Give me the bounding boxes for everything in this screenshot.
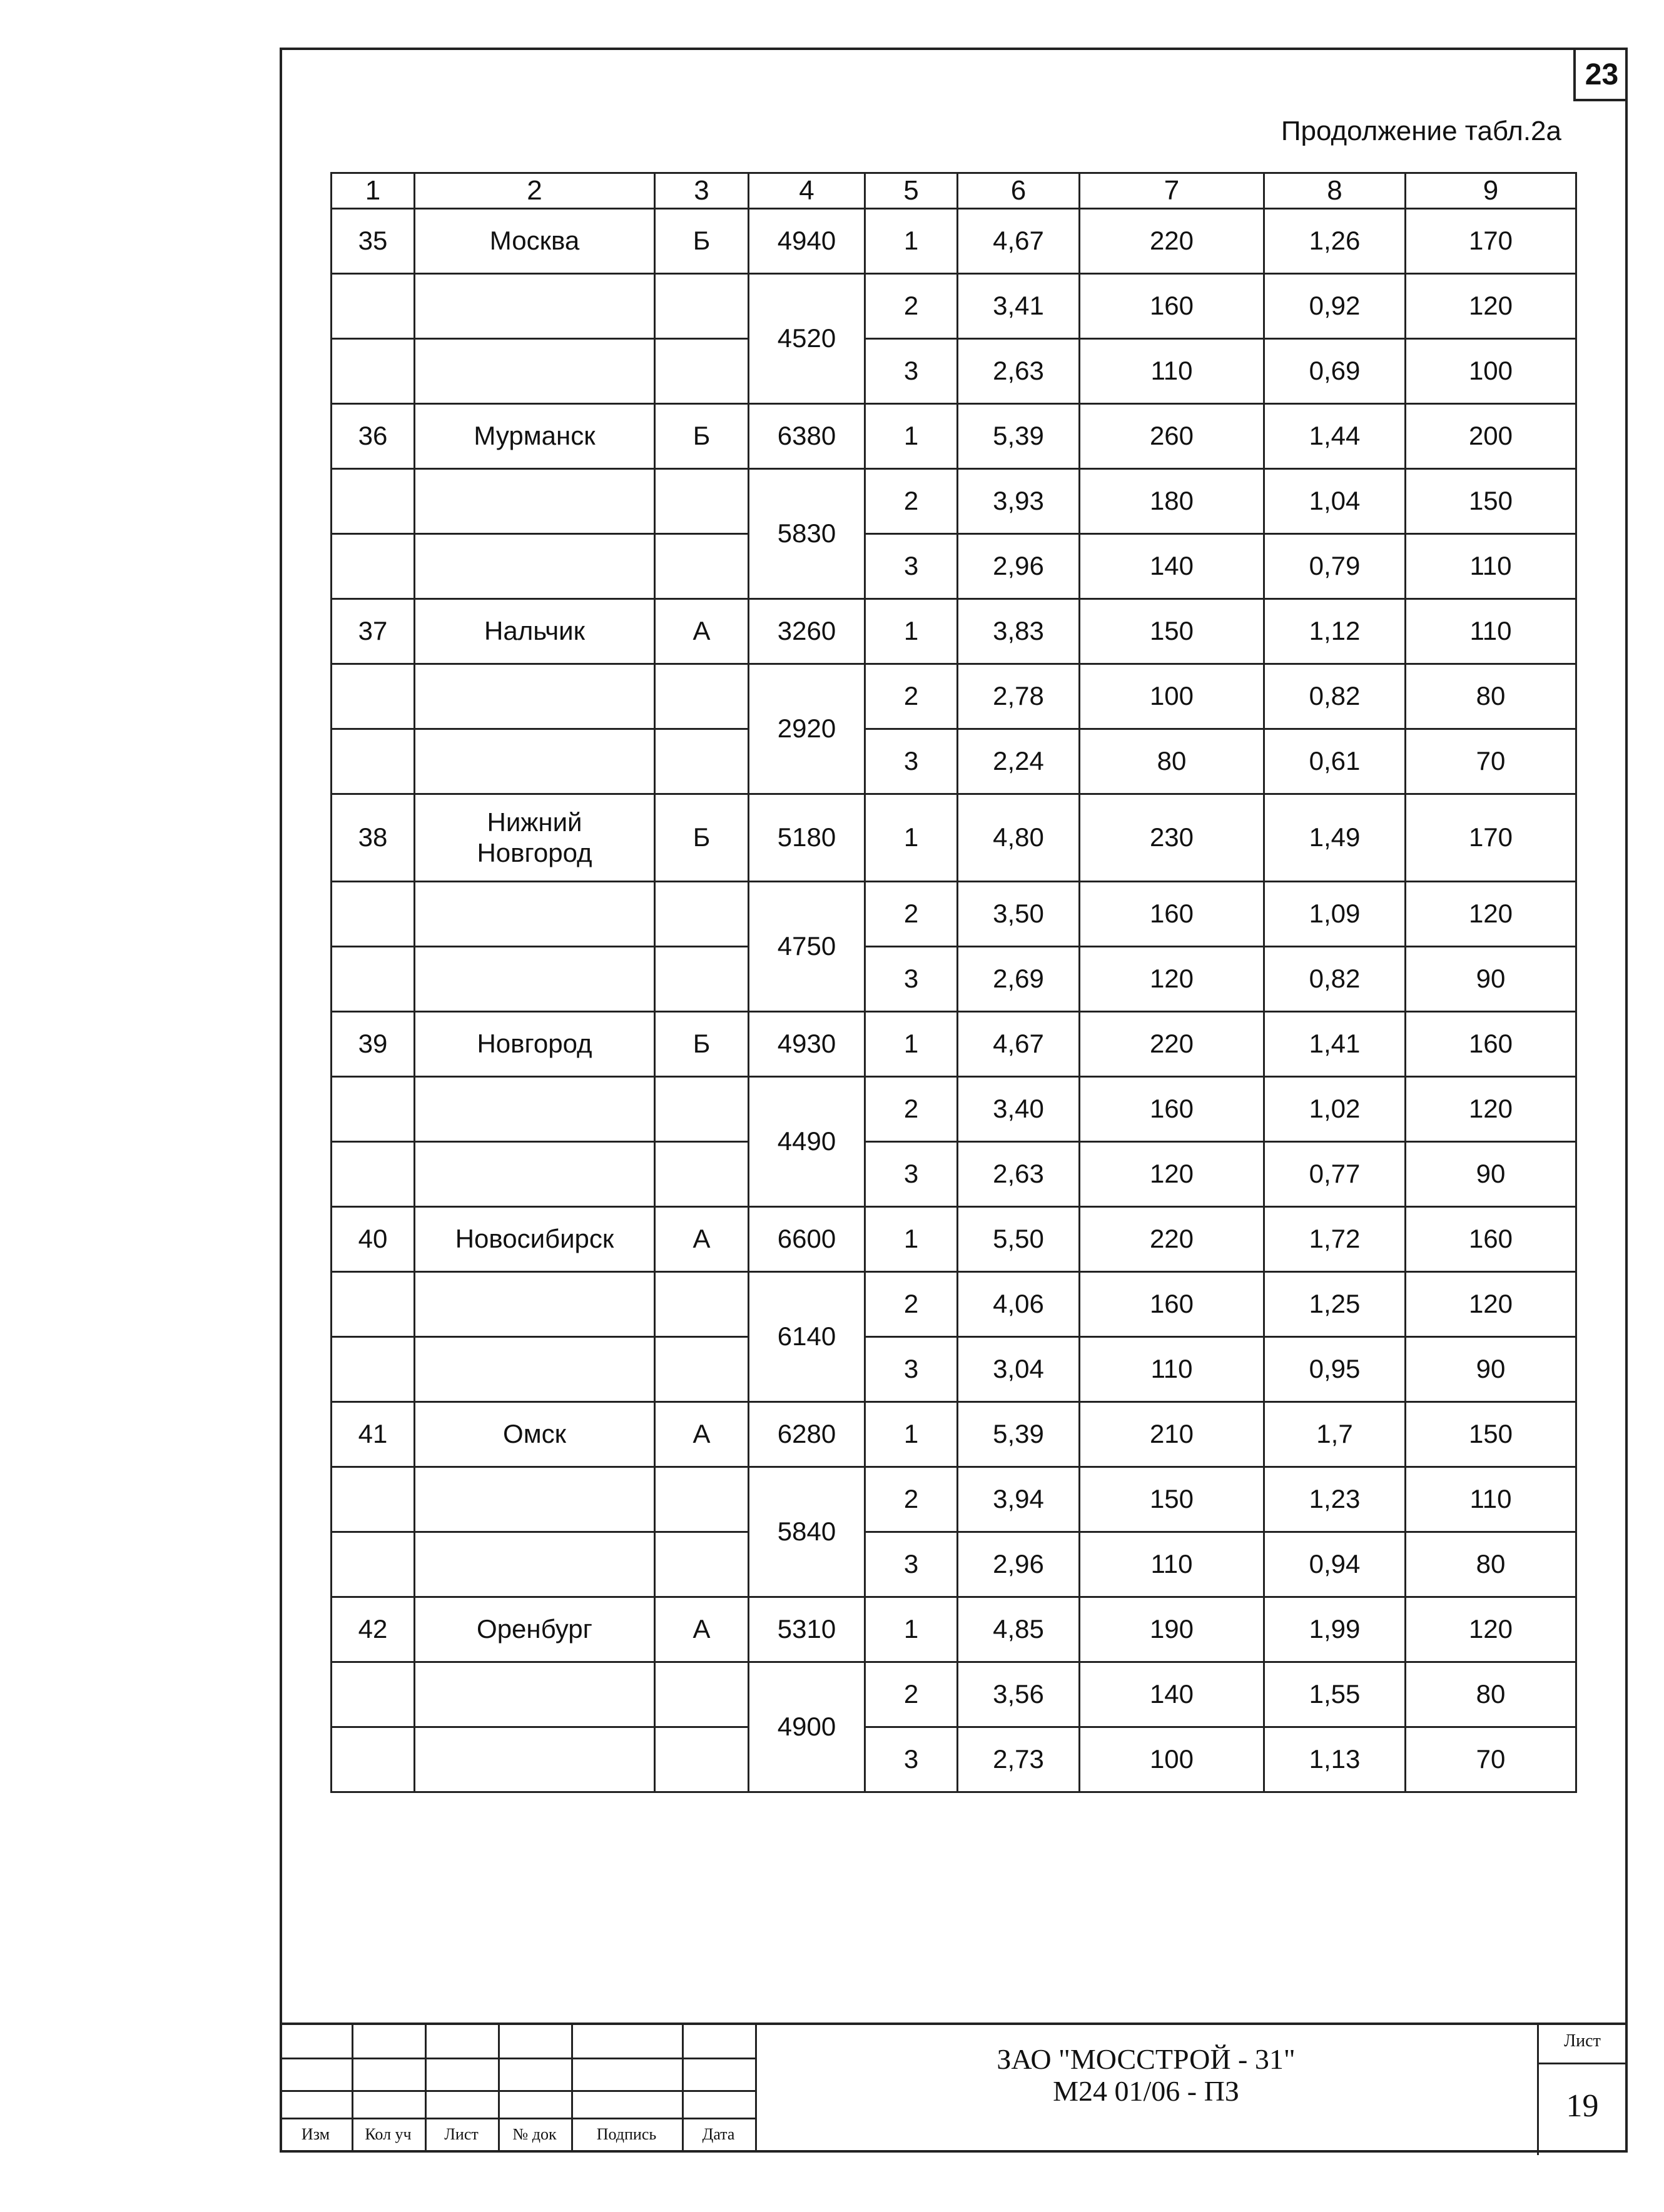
value-col4-cell: 4750 — [749, 882, 865, 1012]
empty-cell — [332, 1662, 415, 1727]
row-number-cell: 35 — [332, 209, 415, 274]
city-cell: Новгород — [415, 1012, 655, 1077]
value-cell: 110 — [1406, 1467, 1576, 1532]
sheet-number: 19 — [1566, 2088, 1599, 2124]
value-cell: 0,69 — [1264, 339, 1406, 404]
value-cell: 230 — [1080, 794, 1264, 882]
value-cell: 2,78 — [958, 664, 1080, 729]
value-cell: 110 — [1080, 339, 1264, 404]
value-col4-cell: 5840 — [749, 1467, 865, 1597]
value-cell: 160 — [1406, 1207, 1576, 1272]
value-cell: 3,40 — [958, 1077, 1080, 1142]
table-row — [332, 534, 1576, 599]
value-cell: 110 — [1406, 534, 1576, 599]
value-cell: 160 — [1080, 1077, 1264, 1142]
value-cell: 100 — [1080, 664, 1264, 729]
label-date: Дата — [702, 2125, 735, 2143]
value-cell: 3,93 — [958, 469, 1080, 534]
value-cell: 4,85 — [958, 1597, 1080, 1662]
value-cell: 220 — [1080, 1207, 1264, 1272]
value-col4-cell: 4930 — [749, 1012, 865, 1077]
value-cell: 3,04 — [958, 1337, 1080, 1402]
value-cell: 1,25 — [1264, 1272, 1406, 1337]
empty-cell — [655, 1337, 749, 1402]
value-cell: 220 — [1080, 209, 1264, 274]
value-cell: 0,77 — [1264, 1142, 1406, 1207]
empty-cell — [332, 1142, 415, 1207]
empty-cell — [415, 274, 655, 339]
table-caption: Продолжение табл.2а — [1281, 116, 1561, 146]
zone-cell: Б — [655, 794, 749, 882]
table-row — [332, 794, 1576, 882]
empty-cell — [415, 1532, 655, 1597]
empty-cell — [655, 534, 749, 599]
value-cell: 1,02 — [1264, 1077, 1406, 1142]
value-cell: 160 — [1406, 1012, 1576, 1077]
value-cell: 120 — [1406, 882, 1576, 947]
empty-cell — [332, 274, 415, 339]
value-cell: 80 — [1406, 1662, 1576, 1727]
value-cell: 140 — [1080, 1662, 1264, 1727]
value-cell: 150 — [1080, 599, 1264, 664]
empty-cell — [415, 469, 655, 534]
empty-cell — [415, 1142, 655, 1207]
value-cell: 2 — [865, 882, 958, 947]
data-table — [330, 172, 1577, 1793]
header-cell: 8 — [1264, 173, 1406, 209]
table-row — [332, 1142, 1576, 1207]
table-row — [332, 947, 1576, 1012]
value-col4-cell: 6280 — [749, 1402, 865, 1467]
header-cell: 3 — [655, 173, 749, 209]
row-number-cell: 41 — [332, 1402, 415, 1467]
empty-cell — [655, 339, 749, 404]
value-cell: 160 — [1080, 1272, 1264, 1337]
value-cell: 70 — [1406, 1727, 1576, 1792]
value-cell: 120 — [1406, 274, 1576, 339]
value-cell: 150 — [1406, 469, 1576, 534]
value-cell: 1 — [865, 1402, 958, 1467]
value-cell: 100 — [1406, 339, 1576, 404]
value-cell: 1,55 — [1264, 1662, 1406, 1727]
value-cell: 4,67 — [958, 209, 1080, 274]
value-cell: 2,63 — [958, 1142, 1080, 1207]
value-cell: 4,67 — [958, 1012, 1080, 1077]
value-cell: 120 — [1406, 1597, 1576, 1662]
zone-cell: Б — [655, 404, 749, 469]
value-col4-cell: 5310 — [749, 1597, 865, 1662]
table-row — [332, 1662, 1576, 1727]
value-cell: 2,96 — [958, 534, 1080, 599]
value-cell: 0,92 — [1264, 274, 1406, 339]
value-cell: 2,24 — [958, 729, 1080, 794]
table-row — [332, 1532, 1576, 1597]
value-cell: 190 — [1080, 1597, 1264, 1662]
empty-cell — [655, 1662, 749, 1727]
empty-cell — [332, 469, 415, 534]
table-row — [332, 1467, 1576, 1532]
value-cell: 1 — [865, 1207, 958, 1272]
city-cell: Новосибирск — [415, 1207, 655, 1272]
table-row — [332, 209, 1576, 274]
empty-cell — [655, 1467, 749, 1532]
value-cell: 210 — [1080, 1402, 1264, 1467]
title-block-rule — [280, 2058, 755, 2059]
value-cell: 3 — [865, 1337, 958, 1402]
zone-cell: А — [655, 1402, 749, 1467]
empty-cell — [332, 1272, 415, 1337]
value-col4-cell: 4520 — [749, 274, 865, 404]
page-number-badge: 23 — [1573, 50, 1628, 101]
value-cell: 1 — [865, 794, 958, 882]
city-cell: Оренбург — [415, 1597, 655, 1662]
empty-cell — [655, 1727, 749, 1792]
value-cell: 160 — [1080, 882, 1264, 947]
empty-cell — [415, 947, 655, 1012]
empty-cell — [415, 1077, 655, 1142]
empty-cell — [332, 534, 415, 599]
value-cell: 3 — [865, 1727, 958, 1792]
header-cell: 1 — [332, 173, 415, 209]
document-code: М24 01/06 - ПЗ — [1053, 2074, 1239, 2107]
value-cell: 80 — [1080, 729, 1264, 794]
value-cell: 5,50 — [958, 1207, 1080, 1272]
empty-cell — [332, 1077, 415, 1142]
city-cell: Нижний Новгород — [415, 794, 655, 882]
empty-cell — [655, 1142, 749, 1207]
value-col4-cell: 6140 — [749, 1272, 865, 1402]
value-cell: 1,41 — [1264, 1012, 1406, 1077]
value-cell: 1,23 — [1264, 1467, 1406, 1532]
value-cell: 2 — [865, 664, 958, 729]
value-cell: 110 — [1080, 1532, 1264, 1597]
city-cell: Москва — [415, 209, 655, 274]
value-cell: 2,73 — [958, 1727, 1080, 1792]
value-cell: 80 — [1406, 1532, 1576, 1597]
value-cell: 2 — [865, 469, 958, 534]
table-body — [332, 173, 1576, 1792]
value-cell: 2,96 — [958, 1532, 1080, 1597]
zone-cell: Б — [655, 1012, 749, 1077]
table-row — [332, 1727, 1576, 1792]
value-cell: 110 — [1406, 599, 1576, 664]
table-row — [332, 1207, 1576, 1272]
empty-cell — [415, 339, 655, 404]
city-cell: Нальчик — [415, 599, 655, 664]
value-cell: 80 — [1406, 664, 1576, 729]
title-block-rule — [1537, 2063, 1628, 2064]
value-cell: 200 — [1406, 404, 1576, 469]
value-cell: 3 — [865, 1142, 958, 1207]
empty-cell — [655, 729, 749, 794]
value-cell: 170 — [1406, 209, 1576, 274]
value-cell: 0,82 — [1264, 947, 1406, 1012]
value-cell: 3 — [865, 947, 958, 1012]
table-row — [332, 1402, 1576, 1467]
value-cell: 1,26 — [1264, 209, 1406, 274]
value-cell: 1 — [865, 404, 958, 469]
title-block-rule — [280, 2090, 755, 2092]
city-cell: Мурманск — [415, 404, 655, 469]
value-cell: 0,95 — [1264, 1337, 1406, 1402]
value-cell: 2,69 — [958, 947, 1080, 1012]
value-col4-cell: 2920 — [749, 664, 865, 794]
value-cell: 3,83 — [958, 599, 1080, 664]
label-izm: Изм — [301, 2125, 330, 2143]
value-cell: 120 — [1080, 947, 1264, 1012]
empty-cell — [332, 1467, 415, 1532]
header-cell: 6 — [958, 173, 1080, 209]
empty-cell — [655, 274, 749, 339]
empty-cell — [655, 1532, 749, 1597]
zone-cell: А — [655, 1207, 749, 1272]
value-cell: 0,61 — [1264, 729, 1406, 794]
row-number-cell: 42 — [332, 1597, 415, 1662]
value-cell: 1,7 — [1264, 1402, 1406, 1467]
label-signature: Подпись — [596, 2125, 657, 2143]
title-block-rule — [280, 2118, 755, 2119]
empty-cell — [415, 534, 655, 599]
value-cell: 5,39 — [958, 1402, 1080, 1467]
empty-cell — [332, 947, 415, 1012]
empty-cell — [415, 664, 655, 729]
value-cell: 260 — [1080, 404, 1264, 469]
row-number-cell: 40 — [332, 1207, 415, 1272]
empty-cell — [415, 1272, 655, 1337]
value-cell: 1,99 — [1264, 1597, 1406, 1662]
value-cell: 4,80 — [958, 794, 1080, 882]
value-cell: 3,41 — [958, 274, 1080, 339]
empty-cell — [655, 1077, 749, 1142]
empty-cell — [332, 664, 415, 729]
empty-cell — [655, 664, 749, 729]
table-row — [332, 339, 1576, 404]
value-cell: 120 — [1080, 1142, 1264, 1207]
empty-cell — [655, 1272, 749, 1337]
table-row — [332, 1272, 1576, 1337]
value-cell: 90 — [1406, 1142, 1576, 1207]
value-cell: 1 — [865, 209, 958, 274]
value-cell: 3,94 — [958, 1467, 1080, 1532]
value-cell: 3 — [865, 534, 958, 599]
value-cell: 1 — [865, 599, 958, 664]
header-cell: 7 — [1080, 173, 1264, 209]
value-cell: 150 — [1406, 1402, 1576, 1467]
value-cell: 1,04 — [1264, 469, 1406, 534]
value-cell: 2,63 — [958, 339, 1080, 404]
value-cell: 70 — [1406, 729, 1576, 794]
value-cell: 3 — [865, 339, 958, 404]
value-cell: 3 — [865, 729, 958, 794]
value-cell: 1 — [865, 1012, 958, 1077]
empty-cell — [332, 1337, 415, 1402]
value-col4-cell: 6380 — [749, 404, 865, 469]
value-cell: 140 — [1080, 534, 1264, 599]
value-col4-cell: 3260 — [749, 599, 865, 664]
header-cell: 4 — [749, 173, 865, 209]
empty-cell — [655, 882, 749, 947]
label-kol-uch: Кол уч — [365, 2125, 412, 2143]
row-number-cell: 39 — [332, 1012, 415, 1077]
table-row — [332, 1012, 1576, 1077]
organization-block — [755, 2044, 1537, 2107]
city-cell: Омск — [415, 1402, 655, 1467]
zone-cell: А — [655, 1597, 749, 1662]
value-cell: 120 — [1406, 1272, 1576, 1337]
table-row — [332, 1337, 1576, 1402]
value-cell: 170 — [1406, 794, 1576, 882]
header-row — [332, 173, 1576, 209]
table-row — [332, 599, 1576, 664]
value-cell: 2 — [865, 1272, 958, 1337]
value-col4-cell: 4900 — [749, 1662, 865, 1792]
value-cell: 90 — [1406, 1337, 1576, 1402]
value-cell: 1,12 — [1264, 599, 1406, 664]
empty-cell — [332, 729, 415, 794]
header-cell: 9 — [1406, 173, 1576, 209]
value-cell: 4,06 — [958, 1272, 1080, 1337]
zone-cell: А — [655, 599, 749, 664]
empty-cell — [332, 339, 415, 404]
table-row — [332, 729, 1576, 794]
value-col4-cell: 5180 — [749, 794, 865, 882]
value-col4-cell: 6600 — [749, 1207, 865, 1272]
value-cell: 2 — [865, 1077, 958, 1142]
value-col4-cell: 4490 — [749, 1077, 865, 1207]
value-cell: 0,79 — [1264, 534, 1406, 599]
empty-cell — [655, 469, 749, 534]
value-cell: 2 — [865, 1467, 958, 1532]
empty-cell — [415, 1662, 655, 1727]
row-number-cell: 38 — [332, 794, 415, 882]
value-cell: 100 — [1080, 1727, 1264, 1792]
empty-cell — [415, 882, 655, 947]
empty-cell — [415, 1727, 655, 1792]
table-row — [332, 469, 1576, 534]
value-cell: 160 — [1080, 274, 1264, 339]
value-cell: 1,09 — [1264, 882, 1406, 947]
value-cell: 0,94 — [1264, 1532, 1406, 1597]
value-col4-cell: 5830 — [749, 469, 865, 599]
value-cell: 2 — [865, 1662, 958, 1727]
label-list: Лист — [444, 2125, 479, 2143]
table-row — [332, 274, 1576, 339]
value-cell: 220 — [1080, 1012, 1264, 1077]
value-cell: 0,82 — [1264, 664, 1406, 729]
value-col4-cell: 4940 — [749, 209, 865, 274]
zone-cell: Б — [655, 209, 749, 274]
empty-cell — [655, 947, 749, 1012]
header-cell: 5 — [865, 173, 958, 209]
value-cell: 1,44 — [1264, 404, 1406, 469]
value-cell: 1 — [865, 1597, 958, 1662]
table-row — [332, 1077, 1576, 1142]
value-cell: 90 — [1406, 947, 1576, 1012]
value-cell: 2 — [865, 274, 958, 339]
title-block — [280, 2023, 1628, 2153]
header-cell: 2 — [415, 173, 655, 209]
table-row — [332, 404, 1576, 469]
table-row — [332, 882, 1576, 947]
row-number-cell: 36 — [332, 404, 415, 469]
value-cell: 1,49 — [1264, 794, 1406, 882]
value-cell: 3,56 — [958, 1662, 1080, 1727]
value-cell: 1,13 — [1264, 1727, 1406, 1792]
label-doc-number: № док — [512, 2125, 557, 2143]
value-cell: 110 — [1080, 1337, 1264, 1402]
empty-cell — [415, 1467, 655, 1532]
empty-cell — [332, 1727, 415, 1792]
organization-name: ЗАО "МОССТРОЙ - 31" — [997, 2043, 1296, 2075]
empty-cell — [415, 1337, 655, 1402]
row-number-cell: 37 — [332, 599, 415, 664]
value-cell: 3 — [865, 1532, 958, 1597]
value-cell: 180 — [1080, 469, 1264, 534]
table-row — [332, 664, 1576, 729]
value-cell: 5,39 — [958, 404, 1080, 469]
value-cell: 1,72 — [1264, 1207, 1406, 1272]
empty-cell — [415, 729, 655, 794]
value-cell: 150 — [1080, 1467, 1264, 1532]
table-row — [332, 1597, 1576, 1662]
value-cell: 3,50 — [958, 882, 1080, 947]
sheet-label: Лист — [1564, 2031, 1601, 2051]
empty-cell — [332, 1532, 415, 1597]
empty-cell — [332, 882, 415, 947]
value-cell: 120 — [1406, 1077, 1576, 1142]
